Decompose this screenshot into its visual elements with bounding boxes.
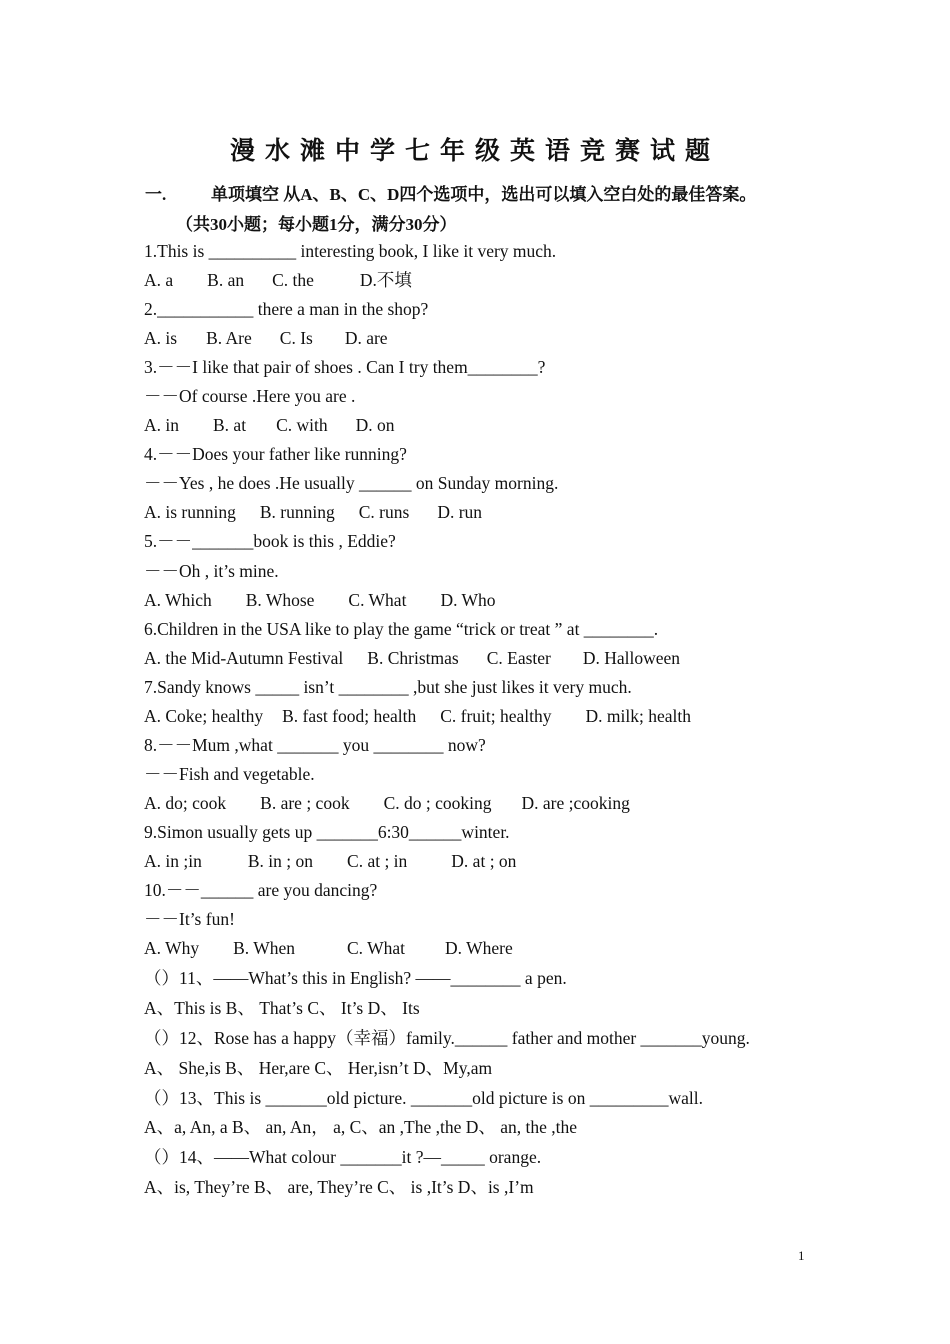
answer-option: A. in ;in [144,850,202,871]
answer-option: A. is [144,328,178,349]
answer-option: A. Why [144,938,200,959]
answer-option: B. Whose [245,589,315,610]
question-line: －－Oh , it’s mine. [144,560,279,581]
page-number: 1 [798,1248,805,1263]
answer-options [144,498,844,527]
answer-option: B. at [213,415,247,436]
section-instruction: 单项填空 从A、B、C、D四个选项中，选出可以填入空白处的最佳答案。 [211,185,757,204]
answer-option: B. in ; on [247,850,314,871]
choice-question: （）12、Rose has a happy（幸福）family.______ father and mother _______young. [144,1027,750,1048]
answer-option: A. a [144,270,174,291]
answer-option: A. is running [144,502,236,523]
answer-option: D. at ; on [451,850,517,871]
answer-options [144,586,844,615]
answer-option: D. Where [445,938,513,959]
choice-list [144,964,864,1203]
question-line: －－Yes , he does .He usually ______ on Sunday morning. [144,473,559,494]
answer-option: C. runs [358,502,410,523]
question-line: －－Of course .Here you are . [144,386,356,407]
answer-options [144,644,844,673]
answer-option: D. run [437,502,483,523]
answer-option: B. When [233,938,295,959]
answer-option: D.不填 [359,270,412,291]
question-line: 4.－－Does your father like running? [144,444,407,465]
question-line: 9.Simon usually gets up _______6:30______winter. [144,821,510,842]
answer-option: D. Who [440,589,496,610]
question-line: 3.－－I like that pair of shoes . Can I try them________? [144,357,546,378]
answer-option: A. do; cook [144,792,227,813]
choice-options: A、 She,is B、 Her,are C、 Her,isn’t D、My,am [144,1057,493,1078]
section-number: 一. [145,185,167,204]
answer-option: C. do ; cooking [383,792,492,813]
choice-question: （）13、This is _______old picture. _______old picture is on _________wall. [144,1087,703,1108]
answer-options [144,934,844,963]
answer-option: C. with [276,415,328,436]
section-note: （共30小题；每小题1分，满分30分） [176,215,457,234]
answer-options [144,266,844,295]
answer-options [144,324,844,353]
answer-option: D. milk; health [585,705,692,726]
question-line: 8.－－Mum ,what _______ you ________ now? [144,734,486,755]
question-line: 6.Children in the USA like to play the game “trick or treat ” at ________. [144,618,659,639]
answer-option: D. Halloween [582,647,681,668]
question-line: 10.－－______ are you dancing? [144,880,378,901]
choice-question: （）14、——What colour _______it ?—_____ orange. [144,1147,542,1168]
answer-option: D. are [344,328,388,349]
question-line: －－Fish and vegetable. [144,763,315,784]
question-line: －－It’s fun! [144,909,235,930]
answer-option: B. Are [206,328,252,349]
answer-options [144,789,844,818]
choice-question: （）11、——What’s this in English? ——________ a pen. [144,968,567,988]
answer-option: B. an [207,270,245,291]
answer-option: A. the Mid-Autumn Festival [144,647,344,668]
question-line: 1.This is __________ interesting book, I like it very much. [144,241,557,261]
answer-option: C. Is [279,328,313,349]
question-line: 5.－－_______book is this , Eddie? [144,531,396,552]
answer-option: A. Which [144,589,212,610]
section-heading [145,180,756,205]
question-line: 2.___________ there a man in the shop? [144,299,429,320]
answer-option: C. What [348,589,407,610]
answer-option: B. Christmas [367,647,459,668]
answer-option: A. Coke; healthy [144,705,264,726]
answer-options [144,411,844,440]
answer-option: B. fast food; health [282,705,417,726]
choice-options: A、a, An, a B、 an, An， a, C、an ,The ,the D、 an, the ,the [144,1117,578,1138]
answer-options [144,847,844,876]
answer-option: C. Easter [486,647,551,668]
answer-option: B. are ; cook [260,792,350,813]
answer-option: C. fruit; healthy [440,705,552,726]
choice-options: A、is, They’re B、 are, They’re C、 is ,It’s D、is ,I’m [144,1177,534,1198]
answer-option: C. the [272,270,314,291]
answer-option: A. in [144,415,179,436]
question-list [144,237,844,963]
answer-options [144,702,844,731]
answer-option: D. on [355,415,395,436]
page-title: 漫水滩中学七年级英语竞赛试题 [229,138,720,165]
answer-option: D. are ;cooking [521,792,630,813]
answer-option: C. What [347,938,406,959]
question-line: 7.Sandy knows _____ isn’t ________ ,but she just likes it very much. [144,676,632,697]
answer-option: B. running [259,502,335,523]
choice-options: A、This is B、 That’s C、 It’s D、 Its [144,997,420,1018]
answer-option: C. at ; in [347,850,408,871]
